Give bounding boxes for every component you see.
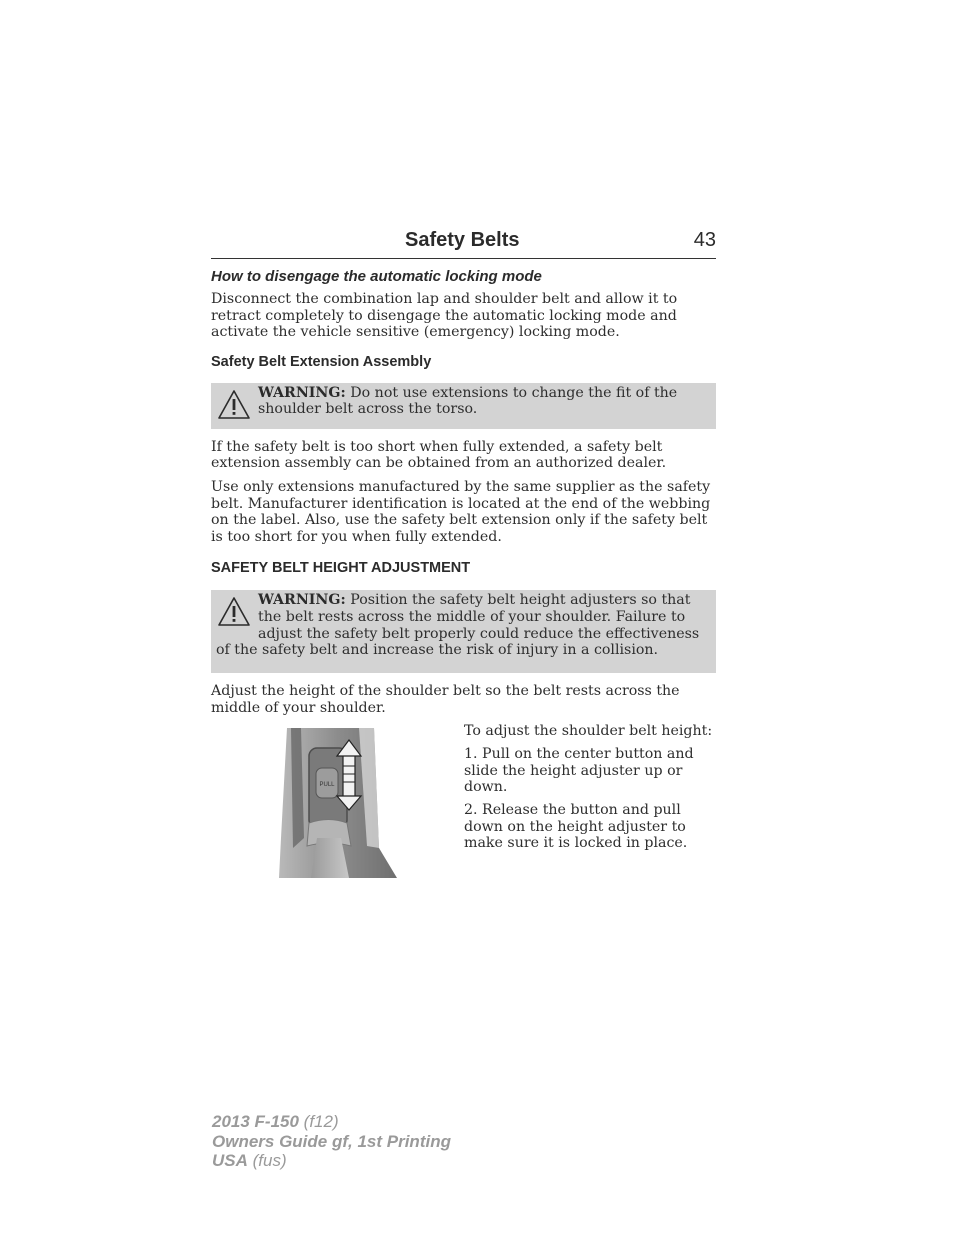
section-heading-height-adjustment: SAFETY BELT HEIGHT ADJUSTMENT [211, 560, 471, 577]
warning-triangle-icon [216, 595, 252, 629]
page-content [211, 228, 716, 883]
height-adjuster-illustration [279, 728, 399, 878]
warning-text: Do not use extensions to change the fit of the shoulder belt across the torso. [258, 384, 678, 418]
footer-model-code: (f12) [298, 1112, 339, 1131]
warning-triangle-icon [216, 388, 252, 422]
footer-line-2 [212, 1132, 451, 1152]
footer-guide: Owners Guide gf, 1st Printing [212, 1131, 451, 1151]
height-adjust-steps-area [211, 723, 716, 883]
warning-label: WARNING: [258, 384, 346, 401]
footer-model: 2013 F-150 [212, 1112, 299, 1131]
page-footer [212, 1112, 451, 1171]
paragraph-height-adjust: Adjust the height of the shoulder belt so the belt rests across the middle of your shoulder. [211, 683, 680, 716]
page-number: 43 [693, 229, 716, 251]
footer-line-3 [212, 1151, 451, 1171]
footer-region: USA [212, 1151, 248, 1170]
section-heading-disengage: How to disengage the automatic locking mode [211, 268, 542, 285]
paragraph-extension-2: Use only extensions manufactured by the same supplier as the safety belt. Manufacturer identification is located at the end of the webbing on the label. Also, use the safety belt extension only if the safety belt is too short for you when fully extended. [211, 478, 711, 545]
height-adjust-instructions [464, 723, 716, 858]
instruction-step-2: 2. Release the button and pull down on the height adjuster to make sure it is locked in place. [464, 801, 688, 852]
instruction-step-1: 1. Pull on the center button and slide the height adjuster up or down. [464, 746, 694, 796]
footer-line-1 [212, 1112, 451, 1132]
paragraph-extension-1: If the safety belt is too short when fully extended, a safety belt extension assembly can be obtained from an authorized dealer. [211, 438, 667, 472]
page-title: Safety Belts [405, 229, 520, 251]
page-header [211, 228, 716, 259]
instructions-intro: To adjust the shoulder belt height: [464, 722, 713, 739]
warning-text: Position the safety belt height adjusters so that the belt rests across the middle of your shoulder. Failure to adjust the safety belt properly could reduce the effectiveness of the safety belt and increase the risk of injury in a collision. [216, 592, 700, 659]
warning-box-height [211, 590, 716, 673]
warning-box-extension [211, 383, 716, 429]
footer-region-code: (fus) [247, 1151, 287, 1170]
pull-label: PULL [319, 781, 335, 788]
paragraph-disengage: Disconnect the combination lap and shoulder belt and allow it to retract completely to disengage the automatic locking mode and activate the vehicle sensitive (emergency) locking mode. [211, 291, 678, 341]
warning-label: WARNING: [258, 592, 346, 609]
section-heading-extension: Safety Belt Extension Assembly [211, 353, 432, 370]
